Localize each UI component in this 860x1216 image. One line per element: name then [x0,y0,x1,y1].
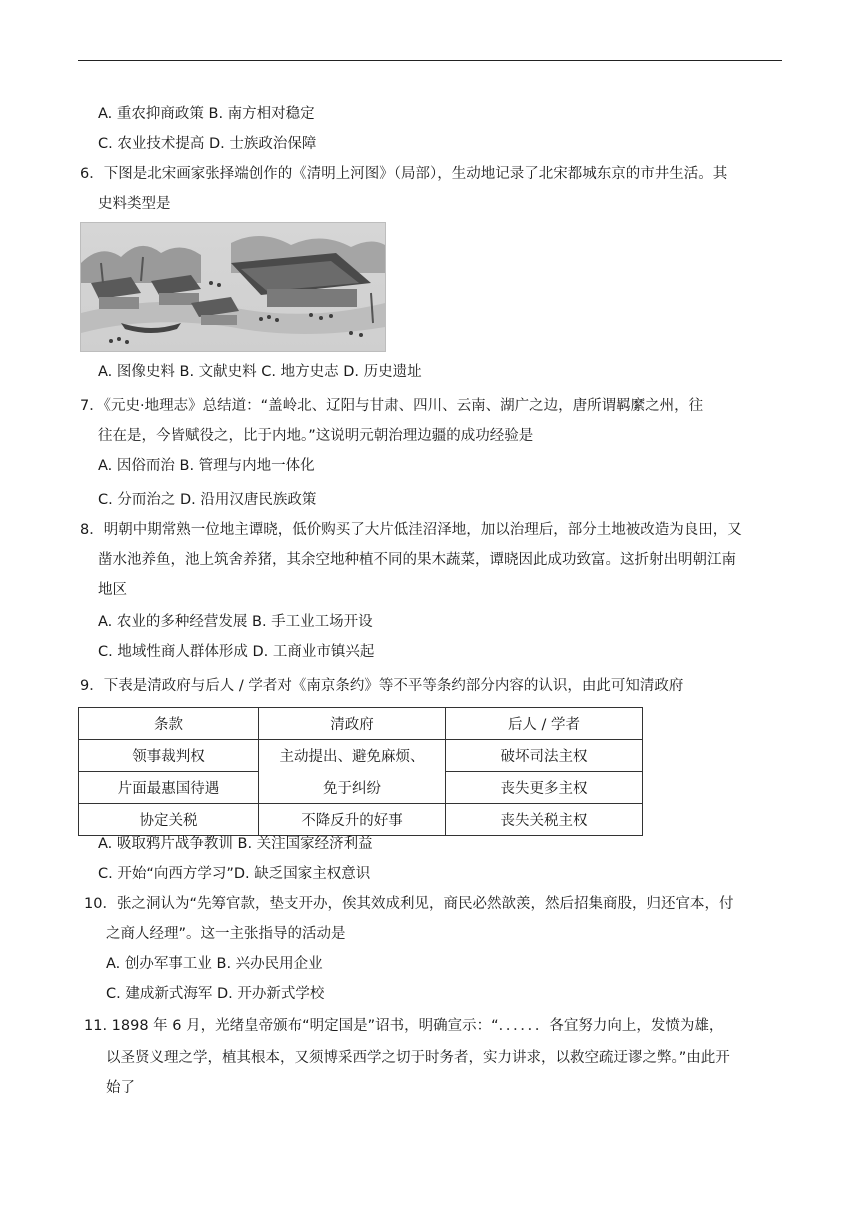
q9-stem: 9．下表是清政府与后人 / 学者对《南京条约》等不平等条约部分内容的认识，由此可知清政府 [80,678,684,694]
q7-stem-line1: 7．《元史·地理志》总结道：“盖岭北、辽阳与甘肃、四川、云南、湖广之边，唐所谓羁縻之州，往 [80,398,704,414]
table-row [79,772,643,804]
table-cell: 主动提出、避免麻烦、 [259,740,446,772]
table-cell: 丧失更多主权 [446,772,643,804]
table-cell: 协定关税 [79,804,259,836]
q6-stem-line2: 史料类型是 [98,196,171,212]
q8-options-line2: C. 地域性商人群体形成 D. 工商业市镇兴起 [98,644,375,660]
table-cell: 破坏司法主权 [446,740,643,772]
table-cell: 不降反升的好事 [259,804,446,836]
q7-options-line1: A. 因俗而治 B. 管理与内地一体化 [98,458,315,474]
table-cell: 丧失关税主权 [446,804,643,836]
q8-options-line1: A. 农业的多种经营发展 B. 手工业工场开设 [98,614,373,630]
table-header-row [79,708,643,740]
table-cell: 免于纠纷 [259,772,446,804]
table-row [79,740,643,772]
q8-stem-line1: 8．明朝中期常熟一位地主谭晓，低价购买了大片低洼沼泽地，加以治理后，部分土地被改造为良田，又 [80,522,742,538]
q10-stem-line2: 之商人经理”。这一主张指导的活动是 [106,926,346,942]
table-row [79,804,643,836]
q6-options: A. 图像史料 B. 文献史料 C. 地方史志 D. 历史遗址 [98,364,422,380]
q11-stem-line3: 始了 [106,1080,135,1096]
q5-options-line2: C. 农业技术提高 D. 士族政治保障 [98,136,317,152]
q11-stem-line2: 以圣贤义理之学，植其根本，又须博采西学之切于时务者，实力讲求，以救空疏迂谬之弊。”由此开 [106,1050,730,1066]
treaty-table [78,707,643,836]
q8-stem-line3: 地区 [98,582,127,598]
qingming-painting-image [80,222,386,352]
q7-stem-line2: 往在是，今皆赋役之，比于内地。”这说明元朝治理边疆的成功经验是 [98,428,534,444]
table-header-cell: 条款 [79,708,259,740]
q9-options-line2: C. 开始“向西方学习”D. 缺乏国家主权意识 [98,866,371,882]
q10-options-line1: A. 创办军事工业 B. 兴办民用企业 [106,956,323,972]
q9-options-line1: A. 吸取鸦片战争教训 B. 关注国家经济利益 [98,836,373,852]
q11-stem-line1: 11. 1898 年 6 月，光绪皇帝颁布“明定国是”诏书，明确宣示：“．．．．．．各宜努力向上，发愤为雄， [84,1018,724,1034]
table-header-cell: 清政府 [259,708,446,740]
q8-stem-line2: 凿水池养鱼，池上筑舍养猪，其余空地种植不同的果木蔬菜，谭晓因此成功致富。这折射出明朝江南 [98,552,736,568]
table-cell: 片面最惠国待遇 [79,772,259,804]
table-cell: 领事裁判权 [79,740,259,772]
q5-options-line1: A. 重农抑商政策 B. 南方相对稳定 [98,106,315,122]
header-rule [78,60,782,61]
q10-stem-line1: 10．张之洞认为“先筹官款，垫支开办，俟其效成利见，商民必然歆羡，然后招集商股，归还官本，付 [84,896,734,912]
q6-stem-line1: 6．下图是北宋画家张择端创作的《清明上河图》（局部），生动地记录了北宋都城东京的市井生活。其 [80,166,728,182]
q7-options-line2: C. 分而治之 D. 沿用汉唐民族政策 [98,492,317,508]
table-header-cell: 后人 / 学者 [446,708,643,740]
q10-options-line2: C. 建成新式海军 D. 开办新式学校 [106,986,325,1002]
